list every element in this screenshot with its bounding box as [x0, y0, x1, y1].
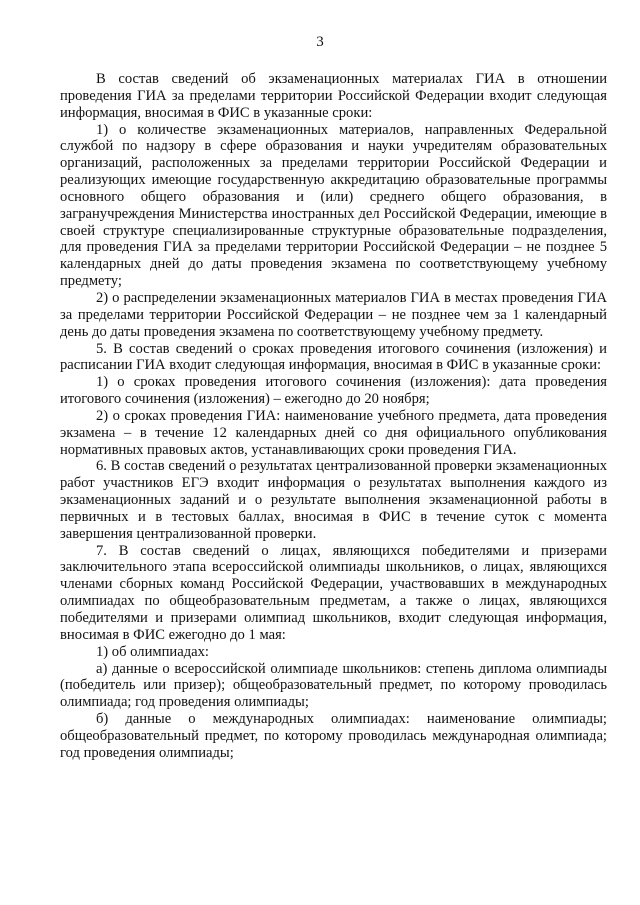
paragraph-section-5-item-2: 2) о сроках проведения ГИА: наименование учебного предмета, дата проведения экзамена – в течение 12 календарных дней со дня официального опубликования нормативных правовых актов, устанавливающих сроки проведения ГИА. — [60, 407, 607, 458]
page-number: 3 — [316, 34, 324, 50]
paragraph-section-6: 6. В состав сведений о результатах централизованной проверки экзаменационных работ участников ЕГЭ входит информация о результатах выполнения каждого из экзаменационных заданий и о результате выполнения экзаменационной работы в первичных и в тестовых баллах, вносимая в ФИС в течение суток с момента завершения централизованной проверки. — [60, 458, 607, 542]
paragraph-section-7-item-1: 1) об олимпиадах: — [96, 643, 209, 660]
paragraph-intro: В состав сведений об экзаменационных материалах ГИА в отношении проведения ГИА за пределами территории Российской Федерации входит следующая информация, вносимая в ФИС в указанные сроки: — [60, 71, 607, 121]
paragraph-section-7-item-1b: б) данные о международных олимпиадах: наименование олимпиады; общеобразовательный предмет, по которому проводилась международная олимпиада; год проведения олимпиады; — [60, 711, 607, 761]
paragraph-section-5-item-1: 1) о сроках проведения итогового сочинения (изложения): дата проведения итогового сочинения (изложения) – ежегодно до 20 ноября; — [60, 374, 607, 408]
paragraph-section-5: 5. В состав сведений о сроках проведения итогового сочинения (изложения) и расписании ГИА входит следующая информация, вносимая в ФИС в указанные сроки: — [60, 340, 607, 374]
document-body — [60, 71, 607, 762]
paragraph-item-2: 2) о распределении экзаменационных материалов ГИА в местах проведения ГИА за пределами территории Российской Федерации – не позднее чем за 1 календарный день до даты проведения экзамена по соответствующему учебному предмету. — [60, 289, 607, 340]
paragraph-item-1: 1) о количестве экзаменационных материалов, направленных Федеральной службой по надзору в сфере образования и науки учредителям образовательных организаций, расположенных за пределами территории Российской Федерации и реализующих имеющие государственную аккредитацию образовательные программы основного общего образования и (или) среднего общего образования, в загранучреждения Министерства иностранных дел Российской Федерации, имеющие в своей структуре специализированные структурные образовательные подразделения, для проведения ГИА за пределами территории Российской Федерации – не позднее 5 календарных дней до даты проведения экзамена по соответствующему учебному предмету; — [60, 121, 607, 290]
paragraph-section-7-item-1a: а) данные о всероссийской олимпиаде школьников: степень диплома олимпиады (победитель или призер); общеобразовательный предмет, по которому проводилась олимпиада; год проведения олимпиады; — [60, 660, 607, 711]
paragraph-section-7: 7. В состав сведений о лицах, являющихся победителями и призерами заключительного этапа всероссийской олимпиады школьников, о лицах, являющихся членами сборных команд Российской Федерации, участвовавших в международных олимпиадах по общеобразовательным предметам, а также о лицах, являющихся победителями и призерами олимпиад школьников, входит следующая информация, вносимая в ФИС ежегодно до 1 мая: — [60, 542, 607, 643]
